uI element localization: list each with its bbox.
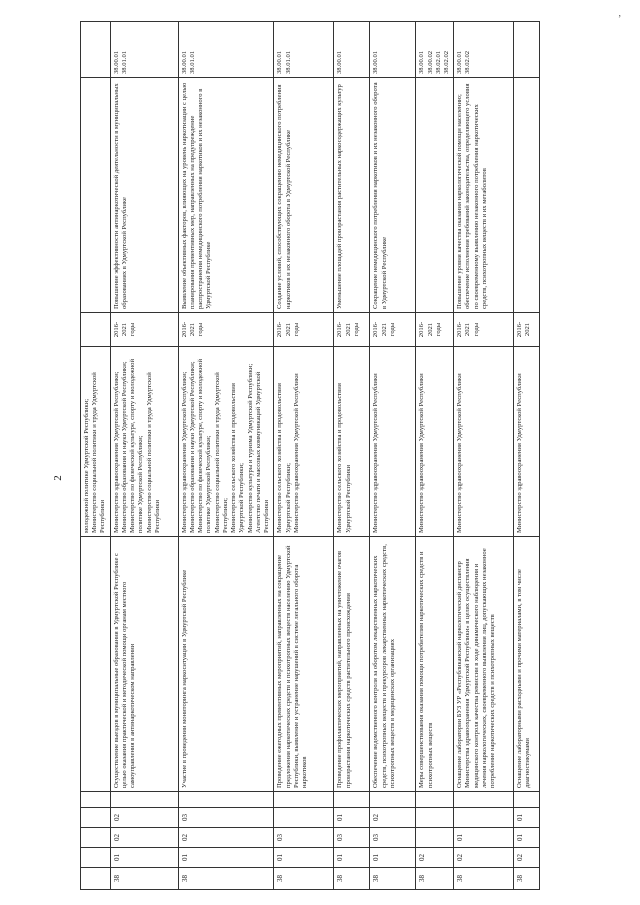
code-cell: 38 <box>110 868 178 890</box>
result-cell: Повышение уровня качества оказания наркологической помощи населению; обеспечение исполнения требований законодательства, определяющего условия по своевременному выявлению незаконного потребления наркотических средств, психотропных веществ и их метаболитов <box>454 78 514 313</box>
code-cell: 03 <box>178 808 274 828</box>
indicator-cell <box>514 22 540 78</box>
code-cell: 38 <box>370 868 416 890</box>
code-cell: 02 <box>370 808 416 828</box>
measure-cell: Проведение профилактических мероприятий, направленных на уничтожение очагов произрастания наркотических средств растительного происхождения <box>334 537 370 792</box>
measure-cell: Проведение ежегодных превентивных мероприятий, направленных на сокращение предложения наркотических средств и психотропных веществ населению Удмуртской Республики, выявление и устранение нарушений в системе легального оборота наркотиков <box>274 537 334 792</box>
table-row <box>178 22 274 890</box>
executor-line: Министерство сельского хозяйства и продовольствия Удмуртской Республики; <box>230 383 246 533</box>
measure-cell: Оснащение лабораторными расходными и прочими материалами, в том числе диагностикумами <box>514 537 540 792</box>
indicator-cell: 38.00.01 38.00.02 38.02.01 38.02.02 <box>416 22 454 78</box>
executor-line: Министерство здравоохранения Удмуртской Республики <box>456 373 464 533</box>
code-cell: 01 <box>334 848 370 868</box>
executor-line: Министерство по физической культуре, спорту и молодежной политике Удмуртской Республики; <box>197 358 213 533</box>
code-cell: 01 <box>178 848 274 868</box>
table-row <box>370 22 416 890</box>
measure-cell: Обеспечение ведомственного контроля за оборотом лекарственных наркотических средств, психотропных веществ и прекурсоров лекарственных наркотических средств, психотропных веществ в медицинских организациях <box>370 537 416 792</box>
executor-line: Министерство образования и науки Удмуртской Республики; <box>120 361 128 533</box>
executor-line: Министерство сельского хозяйства и продовольствия Удмуртской Республики; <box>276 383 292 533</box>
program-table-sheet <box>80 22 610 890</box>
period-cell: 2016-2021 годы <box>178 313 274 347</box>
code-cell: 01 <box>454 828 514 848</box>
code-cell <box>110 792 178 808</box>
code-cell <box>81 868 111 890</box>
measure-cell <box>81 537 111 792</box>
code-cell: 38 <box>454 868 514 890</box>
executor-cell <box>514 347 540 537</box>
period-cell: 2016-2021 <box>514 313 540 347</box>
measure-cell: Участие в проведении мониторинга наркоситуации в Удмуртской Республике <box>178 537 274 792</box>
result-cell <box>416 78 454 313</box>
code-cell <box>178 792 274 808</box>
period-cell: 2016-2021 годы <box>110 313 178 347</box>
executor-cell <box>81 347 111 537</box>
indicator-cell: 38.00.01 38.02.02 <box>454 22 514 78</box>
executor-line: Министерство социальной политики и труда Удмуртской Республики <box>91 372 107 533</box>
executor-cell <box>178 347 274 537</box>
executor-cell <box>370 347 416 537</box>
executor-cell <box>416 347 454 537</box>
code-cell: 01 <box>514 808 540 828</box>
code-cell: 02 <box>110 828 178 848</box>
code-cell: 01 <box>370 848 416 868</box>
code-cell: 38 <box>416 868 454 890</box>
indicator-cell: 38.00.01 38.01.01 <box>178 22 274 78</box>
indicator-cell: 38.00.01 38.01.01 <box>274 22 334 78</box>
code-cell <box>334 792 370 808</box>
period-cell: 2016-2021 годы <box>370 313 416 347</box>
result-cell <box>81 78 111 313</box>
code-cell <box>81 848 111 868</box>
code-cell: 38 <box>334 868 370 890</box>
executor-line: Агентство печати и массовых коммуникаций Удмуртской Республики <box>254 371 271 533</box>
code-cell: 03 <box>334 828 370 848</box>
executor-line: Министерство здравоохранения Удмуртской Республики <box>372 373 380 533</box>
code-cell: 02 <box>178 828 274 848</box>
indicator-cell: 38.00.01 <box>370 22 416 78</box>
period-cell <box>81 313 111 347</box>
executor-cell <box>454 347 514 537</box>
measure-cell: Оснащение лаборатории БУЗ УР «Республиканский наркологический диспансер Министерства здравоохранения Удмуртской Республики» в целях осуществления медицинского контроля качества ремиссии в ходе динамического наблюдения и лечения наркологических, своевременного выявления лиц, допускающих незаконное потребление наркотических средств и психотропных веществ <box>454 537 514 792</box>
executor-line: Министерство здравоохранения Удмуртской Республики <box>516 373 524 533</box>
executor-cell <box>274 347 334 537</box>
executor-cell <box>334 347 370 537</box>
table-row <box>274 22 334 890</box>
result-cell: Повышение эффективности антинаркотической деятельности в муниципальных образованиях в Удмуртской Республике <box>110 78 178 313</box>
executor-line: Министерство здравоохранения Удмуртской Республики <box>292 373 300 533</box>
table-row <box>110 22 178 890</box>
code-cell: 01 <box>334 808 370 828</box>
code-cell: 02 <box>514 848 540 868</box>
code-cell: 02 <box>416 848 454 868</box>
code-cell <box>514 792 540 808</box>
measure-cell: Меры совершенствования оказания помощи потребителям наркотических средств и психотропных веществ <box>416 537 454 792</box>
executor-cell <box>110 347 178 537</box>
period-cell: 2016-2021 годы <box>274 313 334 347</box>
period-cell: 2016-2021 годы <box>334 313 370 347</box>
code-cell: 01 <box>110 848 178 868</box>
result-cell <box>514 78 540 313</box>
table-row <box>416 22 454 890</box>
code-cell <box>454 792 514 808</box>
code-cell <box>274 792 334 808</box>
code-cell <box>416 828 454 848</box>
table-row <box>454 22 514 890</box>
code-cell: 01 <box>514 828 540 848</box>
code-cell <box>81 828 111 848</box>
result-cell: Выявление объективных факторов, влияющих на уровень наркотизации с целью планирования превентивных мер, направленных на предупреждение распространения немедицинского потребления наркотиков и их незаконного в Удмуртской Республике <box>178 78 274 313</box>
code-cell: 03 <box>274 828 334 848</box>
result-cell: Создание условий, способствующих сокращению немедицинского потребления наркотиков и их незаконного оборота в Удмуртской Республике <box>274 78 334 313</box>
executor-line: Министерство социальной политики и труда Удмуртской Республики <box>145 372 161 533</box>
code-cell <box>274 808 334 828</box>
corner-mark: ʼ <box>618 14 622 25</box>
executor-line: Министерство сельского хозяйства и продовольствия Удмуртской Республики <box>336 383 352 533</box>
code-cell: 38 <box>178 868 274 890</box>
code-cell: 38 <box>274 868 334 890</box>
table-row <box>81 22 111 890</box>
executor-line: молодежной политике Удмуртской Республики; <box>83 398 90 533</box>
period-cell: 2016-2021 годы <box>416 313 454 347</box>
executor-line: Министерство образования и науки Удмуртской Республики; <box>188 361 196 533</box>
executor-line: Министерство здравоохранения Удмуртской Республики; <box>112 371 120 533</box>
measure-cell: Осуществление выездов в муниципальные образования в Удмуртской Республике с целью оказания практической и методической помощи органам местного самоуправления в антинаркотическом направлении <box>110 537 178 792</box>
code-cell <box>370 792 416 808</box>
executor-line: Министерство здравоохранения Удмуртской Республики <box>418 373 426 533</box>
table-row <box>514 22 540 890</box>
period-cell: 2016-2021 годы <box>454 313 514 347</box>
program-table <box>80 21 540 890</box>
code-cell: 38 <box>514 868 540 890</box>
indicator-cell: 38.00.01 38.01.01 <box>110 22 178 78</box>
code-cell <box>416 792 454 808</box>
indicator-cell <box>81 22 111 78</box>
executor-line: Министерство культуры и туризма Удмуртской Республики; <box>246 363 254 533</box>
page-number: 2 <box>51 475 64 481</box>
code-cell: 02 <box>110 808 178 828</box>
code-cell: 02 <box>454 848 514 868</box>
result-cell: Уменьшение площадей произрастания растительных наркосодержащих культур <box>334 78 370 313</box>
indicator-cell: 38.00.01 <box>334 22 370 78</box>
result-cell: Сокращение немедицинского потребления наркотиков и их незаконного оборота в Удмуртской Республике <box>370 78 416 313</box>
executor-line: Министерство по физической культуре, спорту и молодежной политике Удмуртской Республики; <box>129 358 145 533</box>
table-body <box>81 22 540 890</box>
code-cell <box>416 808 454 828</box>
table-row <box>334 22 370 890</box>
executor-line: Министерство здравоохранения Удмуртской Республики; <box>180 371 188 533</box>
code-cell <box>81 792 111 808</box>
code-cell <box>454 808 514 828</box>
code-cell: 01 <box>274 848 334 868</box>
code-cell: 03 <box>370 828 416 848</box>
code-cell <box>81 808 111 828</box>
executor-line: Министерство социальной политики и труда Удмуртской Республики; <box>213 372 229 533</box>
